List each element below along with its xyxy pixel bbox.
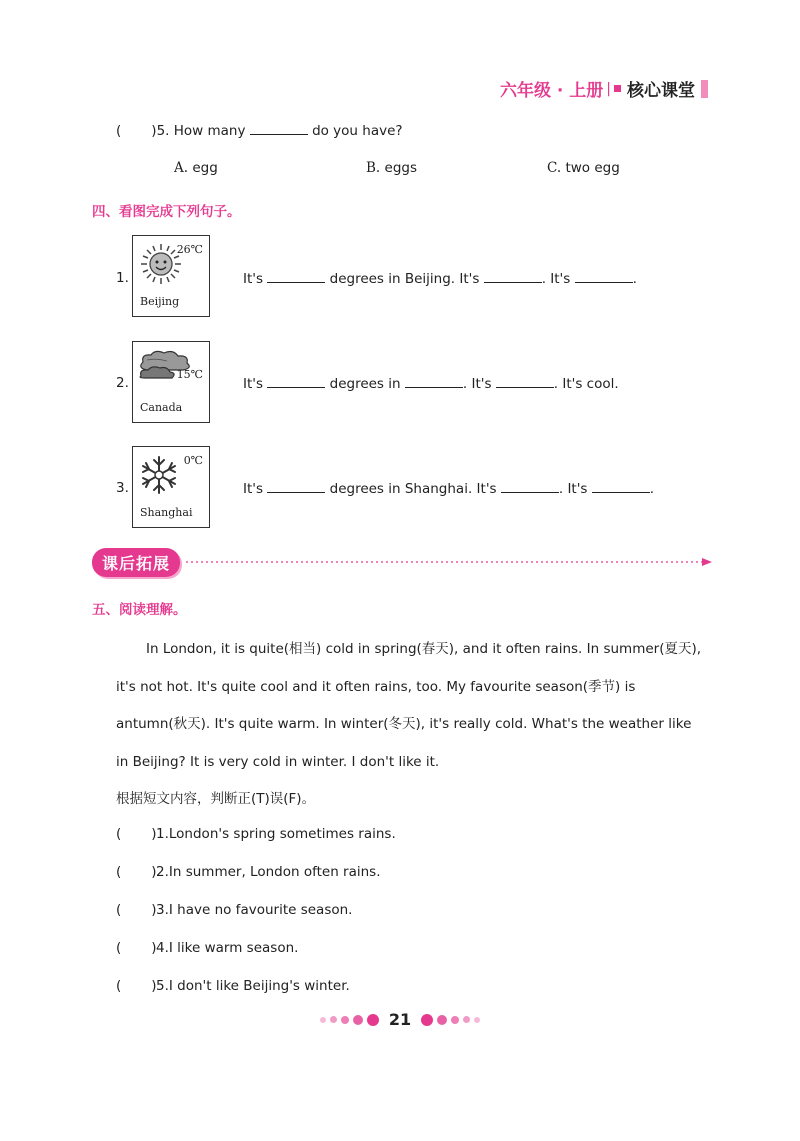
- dot-icon: [451, 1016, 459, 1024]
- dot-icon: [463, 1016, 470, 1023]
- option-letter: C.: [547, 160, 562, 176]
- question-text: I don't like Beijing's winter.: [168, 978, 350, 994]
- item-3-number: 3.: [116, 480, 129, 496]
- banner-label: 课后拓展: [92, 548, 180, 577]
- city-label: Shanghai: [140, 506, 193, 519]
- question-number: 2.: [156, 864, 169, 880]
- sentence-text: degrees in Shanghai. It's: [329, 481, 497, 497]
- reading-passage: [116, 631, 706, 781]
- bar-icon: [701, 80, 708, 98]
- tf-question: [116, 864, 381, 880]
- page-number: 21: [388, 1010, 412, 1029]
- answer-paren[interactable]: ( ): [116, 978, 157, 994]
- tf-question: [116, 940, 298, 956]
- weather-picture-beijing: [132, 235, 210, 317]
- answer-blank[interactable]: [592, 480, 650, 493]
- dot-icon: [353, 1015, 363, 1025]
- dot-icon: [421, 1014, 433, 1026]
- grade-label: 六年级 · 上册: [499, 81, 604, 101]
- paren-open: (: [116, 123, 122, 139]
- temperature-label: 0℃: [183, 454, 203, 467]
- question-number: 4.: [156, 940, 169, 956]
- tf-question: [116, 978, 350, 994]
- square-icon: [614, 85, 621, 92]
- option-letter: A.: [174, 160, 189, 176]
- option-a[interactable]: [174, 160, 218, 176]
- answer-blank[interactable]: [267, 375, 325, 388]
- weather-picture-canada: [132, 341, 210, 423]
- question-text: I like warm season.: [168, 940, 299, 956]
- option-b[interactable]: [366, 160, 417, 176]
- city-label: Beijing: [140, 295, 180, 308]
- option-letter: B.: [366, 160, 381, 176]
- sentence-text: .: [649, 481, 655, 497]
- city-label: Canada: [140, 401, 183, 414]
- option-text: egg: [192, 160, 218, 176]
- dot-icon: [437, 1015, 447, 1025]
- answer-blank[interactable]: [575, 270, 633, 283]
- dot-icon: [367, 1014, 379, 1026]
- sentence-text: .: [632, 271, 637, 287]
- answer-paren[interactable]: ( ): [116, 864, 157, 880]
- question-number: 5.: [156, 123, 170, 139]
- page-footer: [0, 1010, 800, 1029]
- dot-icon: [474, 1017, 480, 1023]
- item-1-sentence: [243, 270, 637, 287]
- sentence-text: . It's: [541, 271, 571, 287]
- answer-blank[interactable]: [267, 480, 325, 493]
- answer-paren[interactable]: ( ): [116, 902, 157, 918]
- question-text: In summer, London often rains.: [168, 864, 381, 880]
- answer-paren[interactable]: ( ): [116, 940, 157, 956]
- series-label: 核心课堂: [627, 81, 695, 101]
- sentence-text: It's: [243, 481, 264, 497]
- sentence-text: degrees in: [329, 376, 401, 392]
- answer-blank[interactable]: [267, 270, 325, 283]
- sentence-text: . It's: [462, 376, 492, 392]
- item-2-number: 2.: [116, 375, 129, 391]
- answer-blank[interactable]: [501, 480, 559, 493]
- section-5-title: 五、阅读理解。: [92, 602, 187, 618]
- question-number: 1.: [156, 826, 169, 842]
- item-2-sentence: [243, 375, 619, 392]
- weather-picture-shanghai: [132, 446, 210, 528]
- passage-text: In London, it is quite(相当) cold in spring(春天), and it often rains. In summer(夏天), it's not hot. It's quite cool and it often rains, too. My favourite season(季节) is antumn(秋天). It's quite warm. In winter(冬天), it's really cold. What's the weather like in Beijing? It is very cold in winter. I don't like it.: [116, 641, 702, 770]
- question-number: 5.: [156, 978, 169, 994]
- sentence-text: degrees in Beijing. It's: [329, 271, 480, 287]
- answer-paren[interactable]: ( ): [116, 826, 157, 842]
- temperature-label: 15℃: [176, 368, 203, 381]
- dotted-divider: [186, 556, 714, 568]
- snowflake-icon: [139, 455, 179, 495]
- dot-icon: [341, 1016, 349, 1024]
- answer-blank[interactable]: [405, 375, 463, 388]
- sentence-text: It's: [243, 271, 264, 287]
- header-separator: |: [606, 80, 611, 97]
- section-4-title: 四、看图完成下列句子。: [92, 204, 241, 220]
- option-c[interactable]: [547, 160, 620, 176]
- tf-question: [116, 826, 396, 842]
- question-text: I have no favourite season.: [168, 902, 353, 918]
- item-1-number: 1.: [116, 270, 129, 286]
- dot-icon: [330, 1016, 337, 1023]
- extension-banner: [92, 548, 180, 576]
- question-5: [116, 122, 403, 139]
- question-text: London's spring sometimes rains.: [168, 826, 396, 842]
- dot-icon: [320, 1017, 326, 1023]
- paren-close: ): [151, 123, 157, 139]
- item-3-sentence: [243, 480, 654, 497]
- option-text: eggs: [384, 160, 417, 176]
- temperature-label: 26℃: [176, 243, 203, 256]
- option-text: two egg: [565, 160, 620, 176]
- instruction-text: 根据短文内容，判断正(T)误(F)。: [116, 791, 316, 807]
- answer-blank[interactable]: [496, 375, 554, 388]
- page-header: [500, 76, 708, 101]
- tf-question: [116, 902, 352, 918]
- answer-blank[interactable]: [484, 270, 542, 283]
- sentence-text: . It's: [558, 481, 588, 497]
- question-number: 3.: [156, 902, 169, 918]
- sentence-text: It's: [243, 376, 264, 392]
- question-text-before: How many: [173, 123, 246, 139]
- sentence-text: . It's cool.: [553, 376, 619, 392]
- answer-blank[interactable]: [250, 122, 308, 135]
- question-text-after: do you have?: [312, 123, 403, 139]
